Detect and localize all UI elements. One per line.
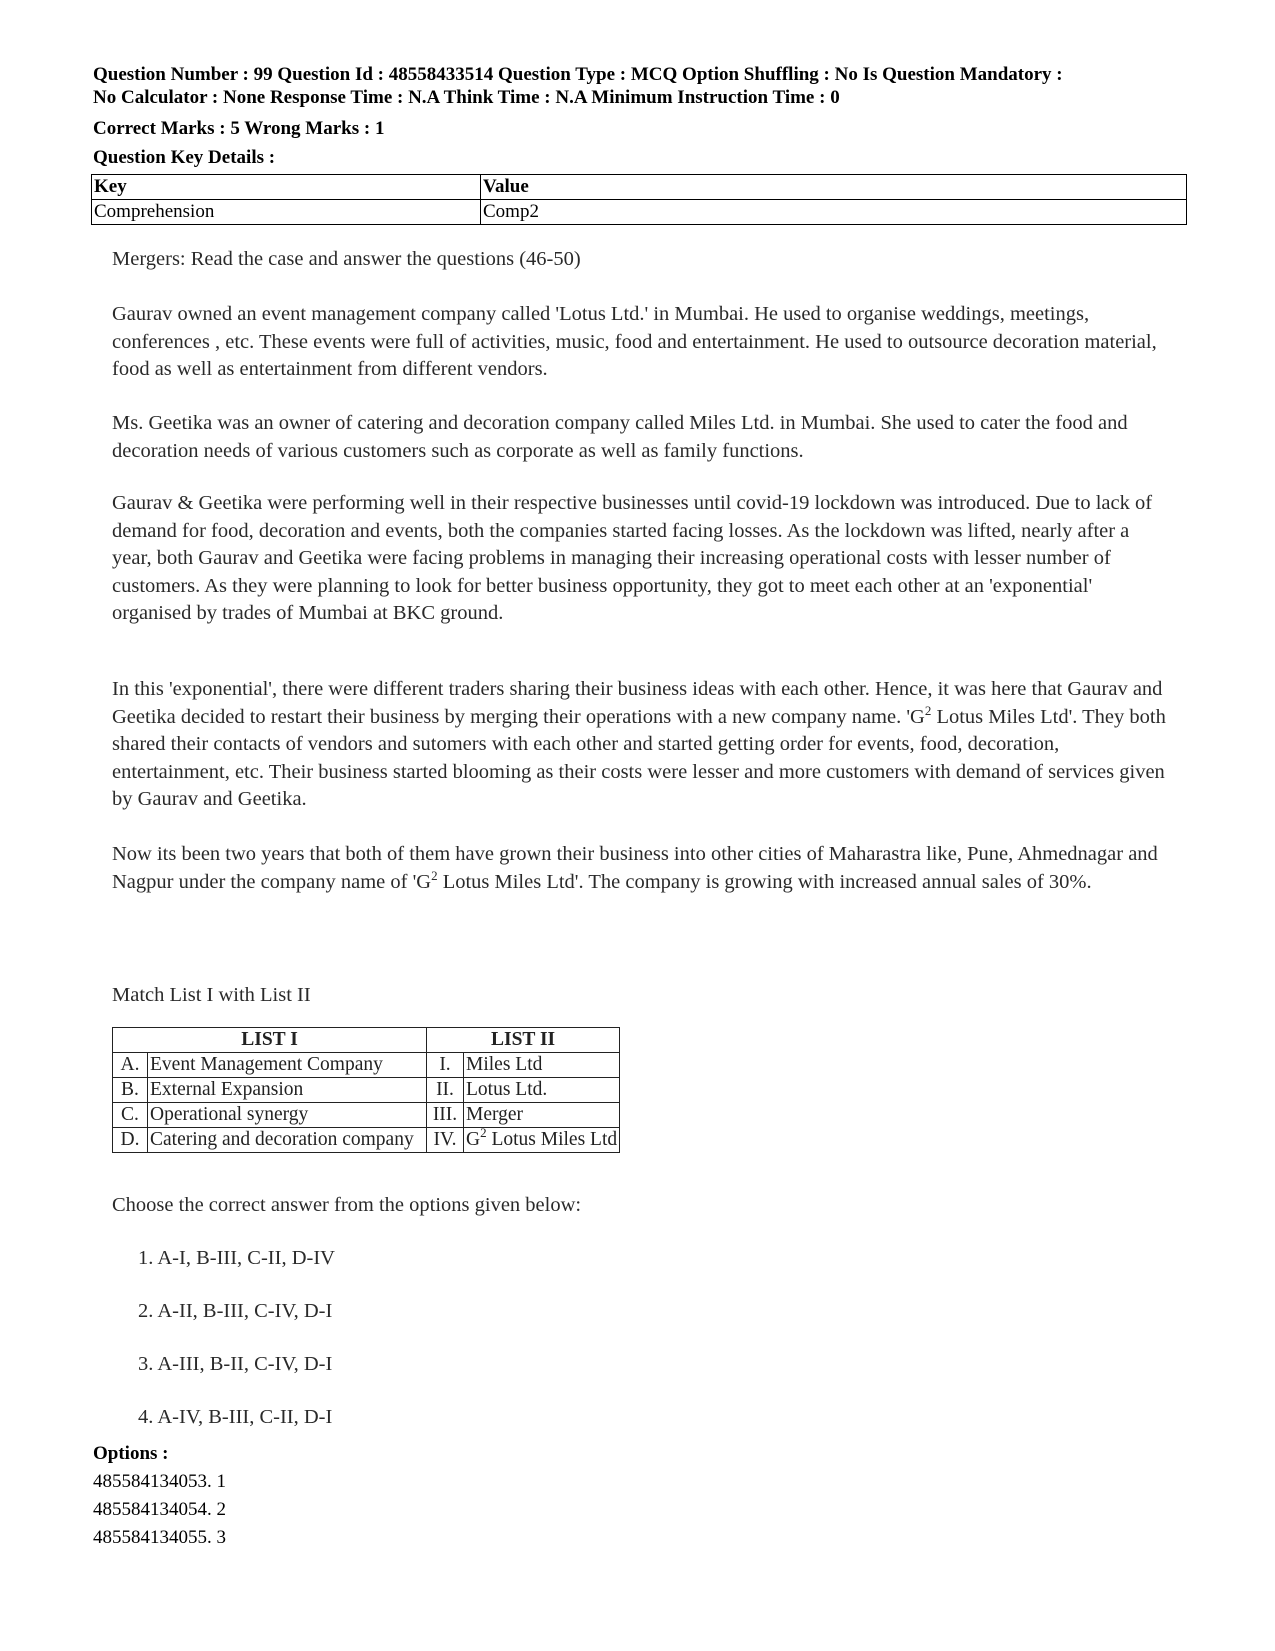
match-list-header-row [113,1028,620,1053]
passage-paragraph-5: Now its been two years that both of them have grown their business into other cities of Maharastra like, Pune, Ahmednagar and Nagpur under the company name of '$G^2$ Lotus Miles Ltd'. The company is growing with increased annual sales of 30%. [112,843,1158,893]
match-list-row: A. Event Management Company I. Miles Ltd [113,1053,620,1078]
passage-title: Mergers: Read the case and answer the questions (46-50) [112,248,581,270]
passage-paragraph-3: Gaurav & Geetika were performing well in their respective businesses until covid-19 lockdown was introduced. Due to lack of demand for food, decoration and events, both the companies started facing losses. As the lockdown was lifted, nearly after a year, both Gaurav and Geetika were facing problems in managing their increasing operational costs with lesser number of customers. As they were planning to look for better business opportunity, they got to meet each other at an 'exponential' organised by trades of Mumbai at BKC ground. [112,492,1153,624]
key-details-label: Question Key Details : [93,147,276,168]
match-list-table [112,1027,620,1153]
key-details-table [91,174,1187,225]
option-item: 485584134054. 2 [93,1499,226,1520]
option-item: 485584134055. 3 [93,1527,226,1548]
list-2-header: LIST II [427,1028,620,1053]
passage-paragraph-1: Gaurav owned an event management company called 'Lotus Ltd.' in Mumbai. He used to organise weddings, meetings, conferences , etc. These events were full of activities, music, food and entertainment. He used to outsource decoration material, food as well as entertainment from different vendors. [112,303,1157,380]
passage-paragraph-4: In this 'exponential', there were different traders sharing their business ideas with each other. Hence, it was here that Gaurav and Geetika decided to restart their business by merging their operations with a new company name. '$G^2$ Lotus Miles Ltd'. They both shared their contacts of vendors and sutomers with each other and started getting order for events, food, decoration, entertainment, etc. Their business started blooming as their costs were lesser and more customers with demand of services given by Gaurav and Geetika. [112,678,1166,810]
match-list-row: C. Operational synergy III. Merger [113,1103,620,1128]
answer-choice: 1. A-I, B-III, C-II, D-IV [138,1247,335,1269]
meta-line-1: Question Number : 99 Question Id : 48558433514 Question Type : MCQ Option Shuffling : No Is Question Mandatory : [93,64,1063,85]
key-column-header: Key [92,175,481,200]
answer-choice: 3. A-III, B-II, C-IV, D-I [138,1353,333,1375]
options-label: Options : [93,1443,169,1464]
marks-line: Correct Marks : 5 Wrong Marks : 1 [93,118,385,139]
key-cell: Comprehension [92,200,481,225]
key-table-row [92,200,1187,225]
options-list [93,1468,226,1552]
answer-choice: 2. A-II, B-III, C-IV, D-I [138,1300,333,1322]
match-list-row: B. External Expansion II. Lotus Ltd. [113,1078,620,1103]
passage-paragraph-2: Ms. Geetika was an owner of catering and decoration company called Miles Ltd. in Mumbai. She used to cater the food and decoration needs of various customers such as corporate as well as family functions. [112,412,1128,462]
question-prompt: Match List I with List II [112,984,311,1006]
meta-line-2: No Calculator : None Response Time : N.A Think Time : N.A Minimum Instruction Time : 0 [93,87,840,108]
match-list-row: D. Catering and decoration company IV. $G^2$ Lotus Miles Ltd [113,1128,620,1153]
list-1-header: LIST I [113,1028,427,1053]
value-column-header: Value [481,175,1187,200]
key-table-header-row [92,175,1187,200]
answer-instruction: Choose the correct answer from the options given below: [112,1194,582,1216]
question-meta [93,63,1193,109]
option-item: 485584134053. 1 [93,1471,226,1492]
answer-choice: 4. A-IV, B-III, C-II, D-I [138,1406,333,1428]
value-cell: Comp2 [481,200,1187,225]
